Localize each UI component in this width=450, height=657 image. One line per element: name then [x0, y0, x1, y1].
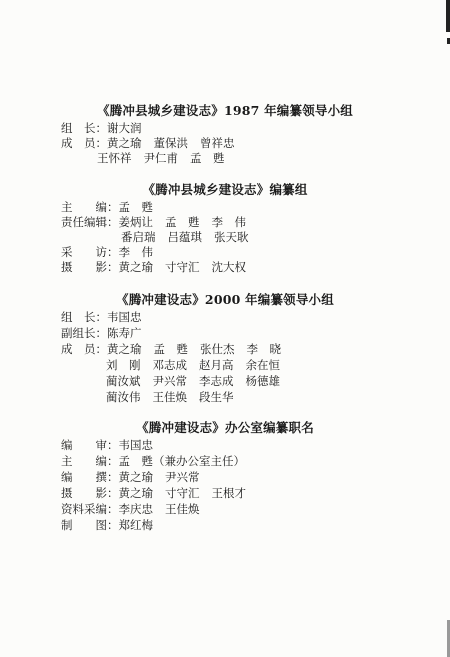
person-name: 陈寿广: [107, 326, 142, 340]
person-name: 蔺汝斌: [106, 374, 141, 388]
role-label: 成 员：: [61, 136, 107, 150]
row: [61, 502, 212, 516]
person-name: 寸守汇: [165, 486, 200, 500]
role-label: 资料采编：: [61, 502, 119, 516]
row: [61, 121, 154, 135]
person-name: 董保洪: [153, 136, 188, 150]
person-name: 黄之瑜: [107, 342, 142, 356]
person-name: 孟 甦: [118, 200, 153, 214]
person-name: 李 伟: [211, 215, 246, 229]
person-name: 尹兴常: [152, 374, 187, 388]
role-label: 编 撰：: [61, 470, 119, 484]
row: [121, 230, 261, 244]
scan-edge-mark: [446, 0, 450, 32]
role-label: 摄 影：: [61, 260, 119, 274]
row: [106, 374, 292, 388]
row: [61, 260, 258, 274]
person-name: 吕蕴琪: [167, 230, 202, 244]
person-name: 尹仁甫: [143, 151, 178, 165]
section-title-1: 《腾冲县城乡建设志》1987 年编纂领导小组: [96, 103, 354, 118]
person-name: 刘 刚: [106, 358, 141, 372]
row: [61, 310, 154, 324]
row: [61, 486, 258, 500]
role-label: 主 编：: [61, 200, 119, 214]
person-name: 杨德雄: [245, 374, 280, 388]
person-name: 韦国忠: [107, 310, 142, 324]
row: [61, 326, 154, 340]
section-title-4: 《腾冲建设志》办公室编纂职名: [136, 420, 314, 435]
person-name: 孟 甦（兼办公室主任）: [118, 454, 245, 468]
row: [61, 200, 165, 214]
person-name: 蔺汝伟: [106, 390, 141, 404]
person-name: 李 晓: [246, 342, 281, 356]
role-label: 主 编：: [61, 454, 119, 468]
person-name: 韦国忠: [118, 438, 153, 452]
person-name: 黄之瑜: [118, 470, 153, 484]
person-name: 黄之瑜: [118, 260, 153, 274]
person-name: 李 伟: [118, 245, 153, 259]
role-label: 制 图：: [61, 518, 119, 532]
role-label: 组 长：: [61, 310, 107, 324]
row: [61, 136, 247, 150]
person-name: 赵月高: [199, 358, 234, 372]
role-label: 成 员：: [61, 342, 107, 356]
section-title-2: 《腾冲县城乡建设志》编纂组: [142, 182, 308, 197]
person-name: 黄之瑜: [107, 136, 142, 150]
row: [61, 454, 257, 468]
role-label: 责任编辑：: [61, 215, 119, 229]
person-name: 谢大润: [107, 121, 142, 135]
row: [106, 358, 292, 372]
person-name: 孟 甦: [190, 151, 225, 165]
person-name: 姜炳让: [118, 215, 153, 229]
row: [61, 438, 165, 452]
person-name: 王佳焕: [165, 502, 200, 516]
person-name: 孟 甦: [153, 342, 188, 356]
row: [61, 342, 293, 356]
role-label: 采 访：: [61, 245, 119, 259]
person-name: 寸守汇: [165, 260, 200, 274]
person-name: 李庆忠: [118, 502, 153, 516]
person-name: 孟 甦: [165, 215, 200, 229]
person-name: 黄之瑜: [118, 486, 153, 500]
role-label: 组 长：: [61, 121, 107, 135]
row: [61, 518, 165, 532]
person-name: 郑红梅: [118, 518, 153, 532]
person-name: 沈大权: [211, 260, 246, 274]
person-name: 王怀祥: [97, 151, 132, 165]
person-name: 番启瑞: [121, 230, 156, 244]
row: [97, 151, 237, 165]
row: [106, 390, 246, 404]
person-name: 张天耿: [214, 230, 249, 244]
section-title-3: 《腾冲建设志》2000 年编纂领导小组: [116, 292, 334, 307]
role-label: 摄 影：: [61, 486, 119, 500]
row: [61, 470, 212, 484]
row: [61, 245, 165, 259]
person-name: 尹兴常: [165, 470, 200, 484]
row: [61, 215, 258, 229]
role-label: 副组长：: [61, 326, 107, 340]
person-name: 李志成: [199, 374, 234, 388]
role-label: 编 审：: [61, 438, 119, 452]
person-name: 张仕杰: [200, 342, 235, 356]
person-name: 曾祥忠: [200, 136, 235, 150]
person-name: 余在恒: [245, 358, 280, 372]
person-name: 王根才: [211, 486, 246, 500]
person-name: 王佳焕: [152, 390, 187, 404]
person-name: 段生华: [199, 390, 234, 404]
person-name: 邓志成: [152, 358, 187, 372]
